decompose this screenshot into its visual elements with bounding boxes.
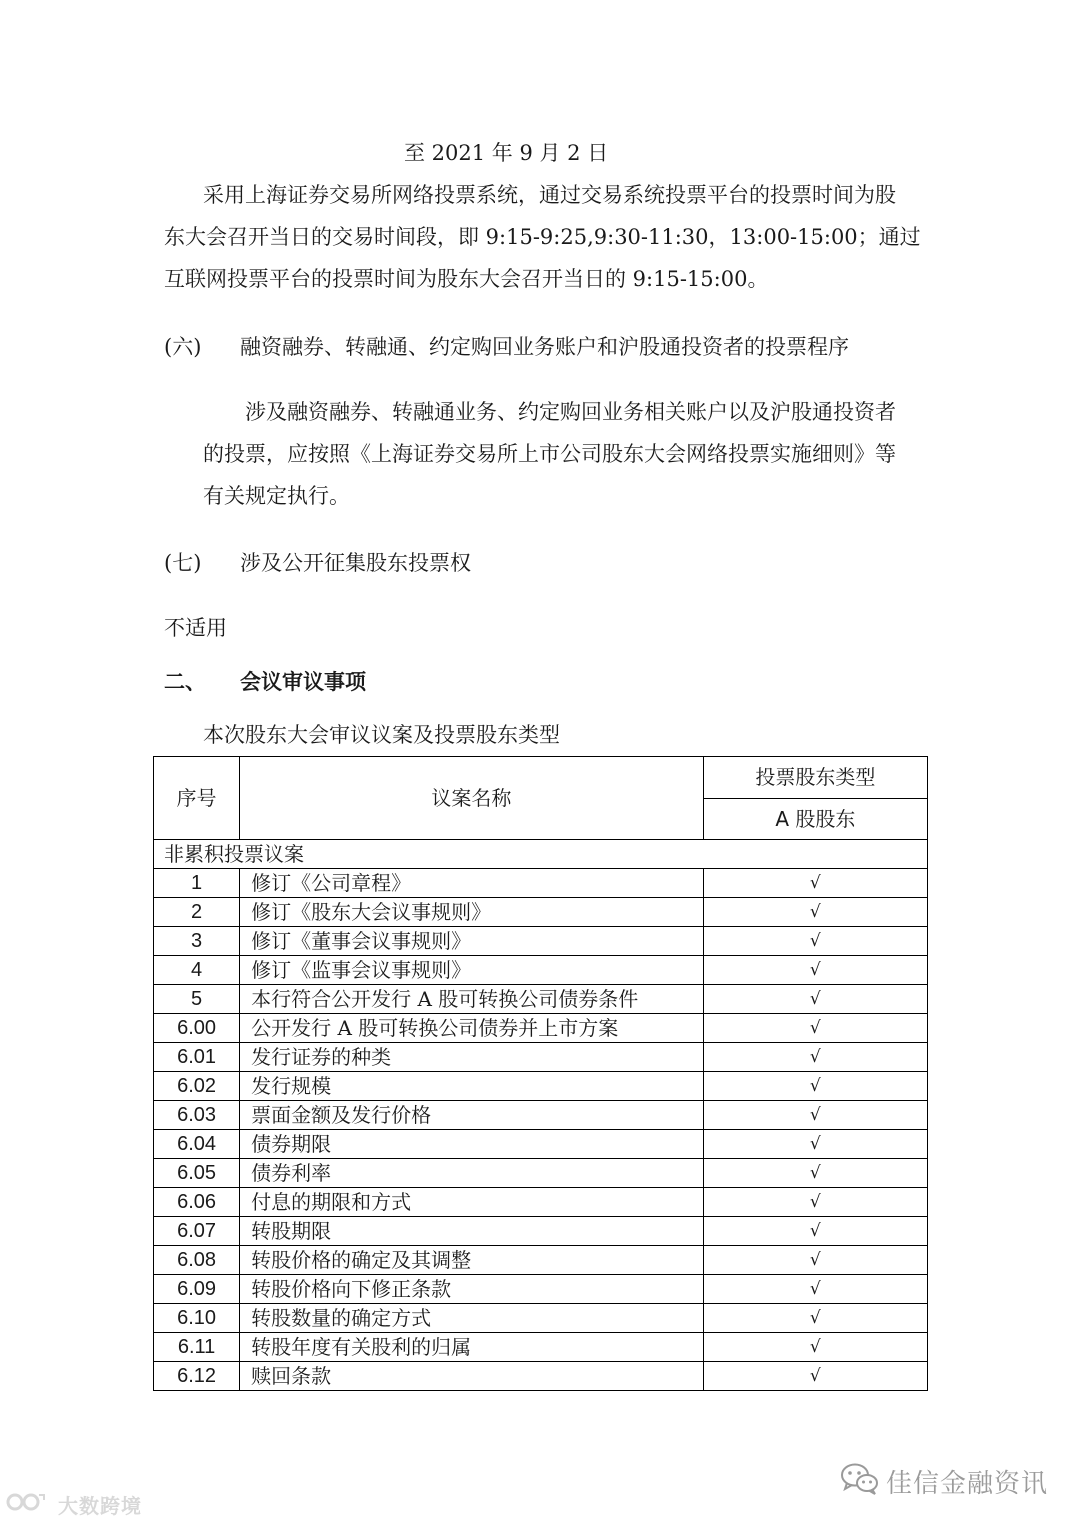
paragraph-1-line-3: 互联网投票平台的投票时间为股东大会召开当日的 9:15-15:00。 [164, 267, 769, 291]
motion-name: 修订《公司章程》 [240, 869, 704, 898]
section-6-body-line-3: 有关规定执行。 [203, 484, 350, 508]
section-7-label: (七) [164, 551, 202, 575]
check-mark-icon: √ [703, 956, 927, 985]
motion-name: 本行符合公开发行 A 股可转换公司债券条件 [240, 985, 704, 1014]
motion-seq: 5 [154, 985, 240, 1014]
motion-seq: 6.07 [154, 1217, 240, 1246]
motion-seq: 6.05 [154, 1159, 240, 1188]
watermark-right [840, 1462, 1048, 1500]
table-row [154, 1333, 928, 1362]
check-mark-icon: √ [703, 1159, 927, 1188]
table-group-row [154, 840, 928, 869]
motion-seq: 6.11 [154, 1333, 240, 1362]
section-2-title: 会议审议事项 [240, 670, 366, 694]
section-2-label: 二、 [164, 670, 206, 694]
motion-name: 转股价格向下修正条款 [240, 1275, 704, 1304]
wechat-icon [840, 1462, 880, 1500]
motion-seq: 6.03 [154, 1101, 240, 1130]
section-6-body-line-2: 的投票，应按照《上海证券交易所上市公司股东大会网络投票实施细则》等 [203, 442, 896, 466]
section-7-title: 涉及公开征集股东投票权 [240, 551, 471, 575]
motion-name: 转股价格的确定及其调整 [240, 1246, 704, 1275]
motion-seq: 1 [154, 869, 240, 898]
watermark-left [6, 1490, 142, 1519]
motion-seq: 2 [154, 898, 240, 927]
table-row [154, 985, 928, 1014]
motion-name: 票面金额及发行价格 [240, 1101, 704, 1130]
check-mark-icon: √ [703, 985, 927, 1014]
check-mark-icon: √ [703, 869, 927, 898]
motion-seq: 3 [154, 927, 240, 956]
table-row [154, 1217, 928, 1246]
motion-seq: 6.09 [154, 1275, 240, 1304]
check-mark-icon: √ [703, 1304, 927, 1333]
section-6-body-line-1: 涉及融资融券、转融通业务、约定购回业务相关账户以及沪股通投资者 [245, 400, 896, 424]
check-mark-icon: √ [703, 1246, 927, 1275]
table-header-row [154, 757, 928, 799]
watermark-left-text: 大数跨境 [57, 1494, 142, 1518]
table-row [154, 1188, 928, 1217]
table-row [154, 1130, 928, 1159]
check-mark-icon: √ [703, 1043, 927, 1072]
motion-seq: 6.00 [154, 1014, 240, 1043]
table-row [154, 1014, 928, 1043]
table-row [154, 898, 928, 927]
watermark-logo-icon [6, 1491, 46, 1513]
motion-seq: 6.04 [154, 1130, 240, 1159]
section-6-label: (六) [164, 335, 202, 359]
motion-name: 修订《股东大会议事规则》 [240, 898, 704, 927]
paragraph-1-line-2: 东大会召开当日的交易时间段，即 9:15-9:25,9:30-11:30，13:00-15:00；通过 [164, 225, 921, 249]
motion-name: 发行证券的种类 [240, 1043, 704, 1072]
table-caption: 本次股东大会审议议案及投票股东类型 [203, 723, 560, 747]
motion-name: 发行规模 [240, 1072, 704, 1101]
motion-seq: 6.08 [154, 1246, 240, 1275]
check-mark-icon: √ [703, 1275, 927, 1304]
motion-name: 转股期限 [240, 1217, 704, 1246]
table-row [154, 1304, 928, 1333]
check-mark-icon: √ [703, 927, 927, 956]
check-mark-icon: √ [703, 1217, 927, 1246]
check-mark-icon: √ [703, 898, 927, 927]
motion-name: 付息的期限和方式 [240, 1188, 704, 1217]
header-subtype: A 股股东 [703, 799, 927, 840]
paragraph-1-line-1: 采用上海证券交易所网络投票系统，通过交易系统投票平台的投票时间为股 [203, 183, 896, 207]
group-label: 非累积投票议案 [154, 840, 928, 869]
check-mark-icon: √ [703, 1072, 927, 1101]
table-row [154, 1362, 928, 1391]
header-seq: 序号 [154, 757, 240, 840]
motion-seq: 6.01 [154, 1043, 240, 1072]
motion-seq: 6.12 [154, 1362, 240, 1391]
check-mark-icon: √ [703, 1362, 927, 1391]
motion-seq: 6.10 [154, 1304, 240, 1333]
table-row [154, 1072, 928, 1101]
date-line: 至 2021 年 9 月 2 日 [404, 141, 609, 165]
motions-table [153, 756, 928, 1391]
table-row [154, 1043, 928, 1072]
check-mark-icon: √ [703, 1014, 927, 1043]
table-row [154, 869, 928, 898]
motion-name: 转股数量的确定方式 [240, 1304, 704, 1333]
table-row [154, 1275, 928, 1304]
table-row [154, 1159, 928, 1188]
check-mark-icon: √ [703, 1101, 927, 1130]
motion-name: 转股年度有关股利的归属 [240, 1333, 704, 1362]
motion-name: 赎回条款 [240, 1362, 704, 1391]
motion-name: 修订《董事会议事规则》 [240, 927, 704, 956]
motion-name: 修订《监事会议事规则》 [240, 956, 704, 985]
motion-name: 债券期限 [240, 1130, 704, 1159]
check-mark-icon: √ [703, 1333, 927, 1362]
header-type: 投票股东类型 [703, 757, 927, 799]
table-row [154, 1101, 928, 1130]
section-7-body: 不适用 [164, 616, 227, 640]
motion-seq: 6.06 [154, 1188, 240, 1217]
check-mark-icon: √ [703, 1130, 927, 1159]
table-row [154, 1246, 928, 1275]
check-mark-icon: √ [703, 1188, 927, 1217]
motion-name: 公开发行 A 股可转换公司债券并上市方案 [240, 1014, 704, 1043]
watermark-right-text: 佳信金融资讯 [886, 1468, 1049, 1499]
motion-name: 债券利率 [240, 1159, 704, 1188]
motion-seq: 4 [154, 956, 240, 985]
table-row [154, 927, 928, 956]
motion-seq: 6.02 [154, 1072, 240, 1101]
header-name: 议案名称 [240, 757, 704, 840]
section-6-title: 融资融券、转融通、约定购回业务账户和沪股通投资者的投票程序 [240, 335, 849, 359]
table-row [154, 956, 928, 985]
